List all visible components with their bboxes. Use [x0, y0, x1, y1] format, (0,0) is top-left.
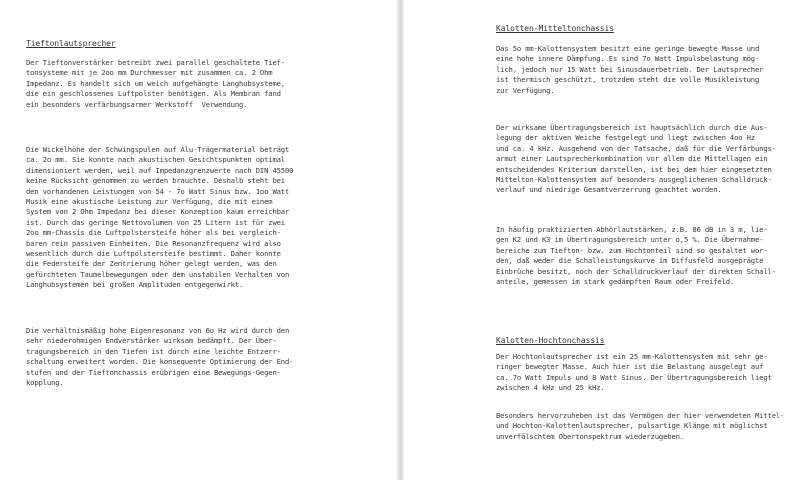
paragraph-uebertragungsbereich: Der wirksame Übertragungsbereich ist hauptsächlich durch die Aus- legung der aktiven Weiche festgelegt und liegt zwischen 4oo Hz und ca. 4 kHz. Ausgehend von der Tatsache, daß für die Verfärbungs- armut einer Lautsprecherkombination vor allem die Mittellagen ein entscheidendes Kriterium darstellen, ist bei dem hier eingesetzten Mittelton-Kalottensystem auf besonders ausgeglichenen Schalldruck- verlauf und niedrige Gesamtverzerrung geachtet worden.	[496, 123, 776, 195]
paragraph-mittelton-intro: Das 5o mm-Kalottensystem besitzt eine geringe bewegte Masse und eine hohe innere Dämpfung. Es sind 7o Watt Impulsbelastung mög- lich, jedoch nur 15 Watt bei Sinusdauerbetrieb. Der Lautsprecher ist thermisch geschützt, trotzdem steht die volle Musikleistung zur Verfügung.	[496, 44, 764, 95]
paragraph-tiefton-intro: Der Tieftonverstärker betreibt zwei parallel geschaltete Tief- tonsysteme mit je 2oo mm Durchmesser mit zusammen ca. 2 Ohm Impedanz. Es handelt sich um weich aufgehängte Langhubsysteme, die ein geschlossenes Luftpolster benötigen. Als Membran fand ein besonders verfärbungsarmer Werkstoff Verwendung.	[26, 58, 285, 109]
right-page	[404, 0, 800, 480]
left-page	[0, 0, 396, 480]
paragraph-abhoerlautstaerken: In häufig praktizierten Abhörlautstärken, z.B. 86 dB in 3 m, lie- gen K2 und K3 im Übertragungsbereich unter o,5 %. Die Übernahme- bereiche zum Tiefton- bzw. zum Hochtonteil sind so gestaltet wor- den, daß weder die Schalleistungskurve im Diffusfeld ausgeprägte Einbrüche besitzt, noch der Schalldruckverlauf der direkten Schall- anteile, gemessen im stark gedämpften Raum oder Freifeld.	[496, 225, 776, 287]
paragraph-hochton-intro: Der Hochtonlautsprecher ist ein 25 mm-Kalottensystem mit sehr ge- ringer bewegter Masse. Auch hier ist die Belastung ausgelegt auf ca. 7o Watt Impuls und 8 Watt Sinus. Der Übertragungsbereich liegt zwischen 4 kHz und 25 kHz.	[496, 352, 772, 393]
page-gutter	[396, 0, 404, 480]
paragraph-schwingspulen: Die Wickelhöhe der Schwingspulen auf Alu-Trägermaterial beträgt ca. 2o mm. Sie konnte nach akustischen Gesichtspunkten optimal dimensioniert werden, weil auf Impedanzgrenzwerte nach DIN 45500 keine Rücksicht genommen zu werden brauchte. Deshalb steht bei den vorhandenen Leistungen von 54 - 7o Watt Sinus bzw. 1oo Watt Musik eine akustische Leistung zur Verfügung, die mit einem System von 2 Ohm Impedanz bei dieser Konzeption kaum erreichbar ist. Durch das geringe Nettovolumen von 25 Litern ist für zwei 2oo mm-Chassis die Luftpolstersteife höher als bei vergleich- baren rein passiven Einheiten. Die Resonanzfrequenz wird also wesentlich durch die Luftpolstersteife bestimmt. Daher konnte die Federsteife der Zentrierung höher gelegt werden, was den gefürchteten Taumelbewegungen oder dem unstabilen Verhalten von Langhubsystemen bei großen Amplituden entgegenwirkt.	[26, 145, 294, 290]
heading-tieftonlautsprecher: Tieftonlautsprecher	[26, 39, 116, 48]
heading-mitteltonchassis: Kalotten-Mitteltonchassis	[496, 24, 614, 33]
paragraph-mittel-hochton: Besonders hervorzuheben ist das Vermögen der hier verwendeten Mittel- und Hochton-Kalottenlautsprecher, pulsartige Klänge mit möglichst unverfälschtem Obertonspektrum wiederzugeben.	[496, 411, 785, 441]
paragraph-eigenresonanz: Die verhältnismäßig hohe Eigenresonanz von 6o Hz wird durch den sehr niederohmigen Endverstärker wirksam bedämpft. Der Über- tragungsbereich in den Tiefen ist durch eine leichte Entzerr- schaltung erweitert worden. Die konsequente Optimierung der End- stufen und der Tieftonchassis erübrigen eine Bewegungs-Gegen- kopplung.	[26, 326, 294, 388]
heading-hochtonchassis: Kalotten-Hochtonchassis	[496, 336, 605, 345]
